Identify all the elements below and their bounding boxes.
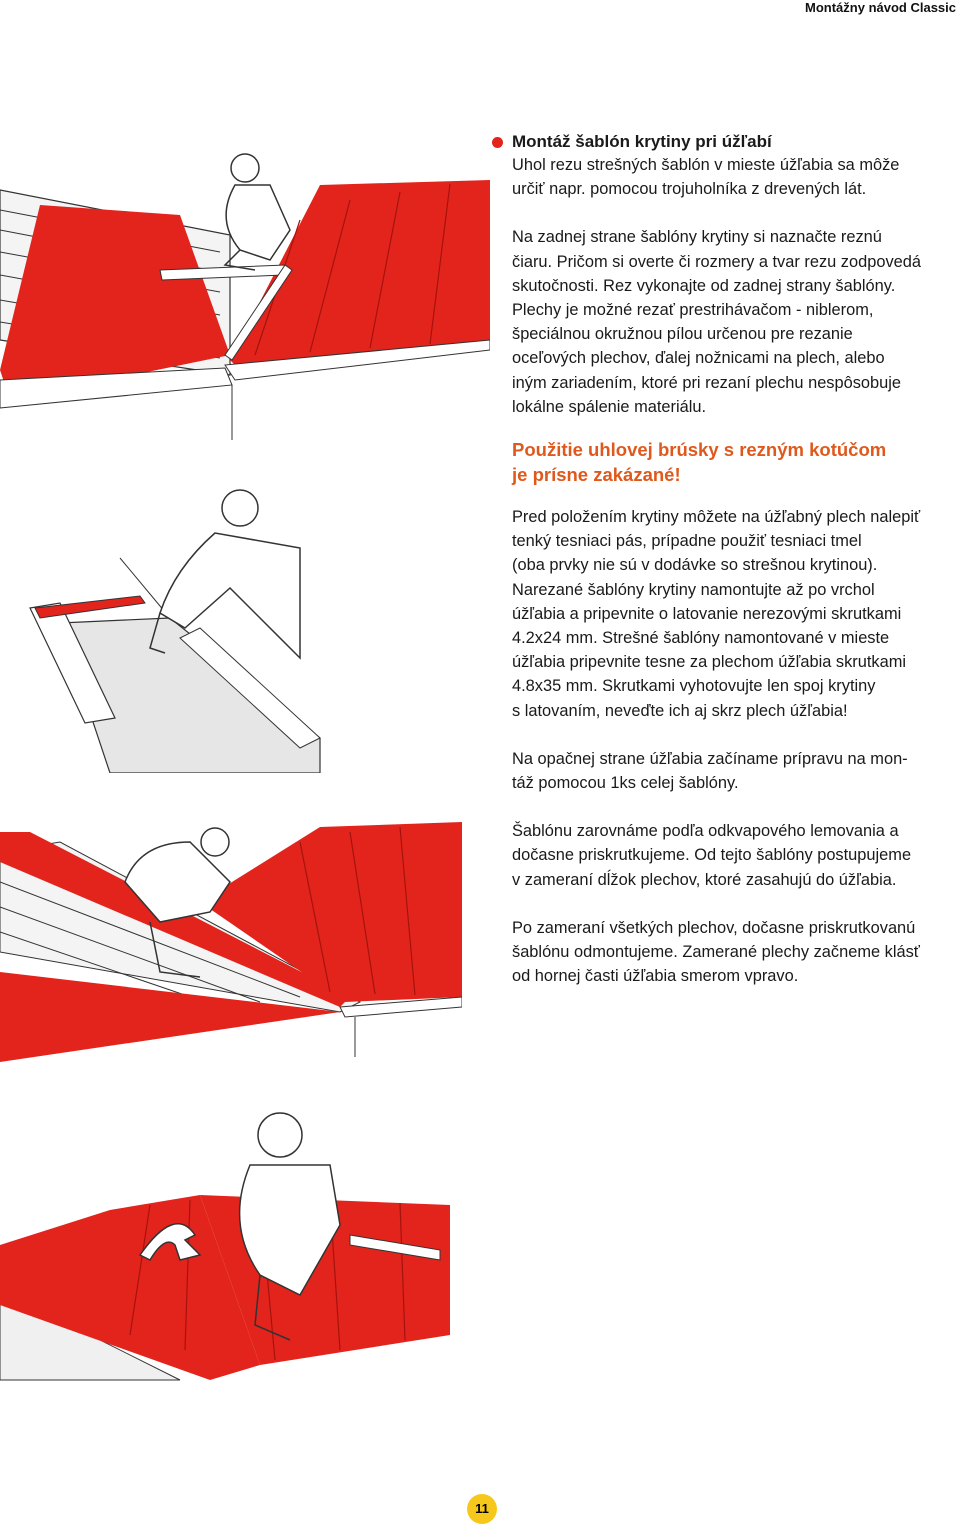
- valley-sealing-illustration: [0, 478, 380, 773]
- paragraph-cut-angle: Uhol rezu strešných šablón v mieste úžľabia sa môže určiť napr. pomocou trojuholníka z drevených lát.: [512, 156, 900, 199]
- bullet-icon: [492, 137, 503, 148]
- paragraph-sealing: Pred položením krytiny môžete na úžľabný plech nalepiť tenký tesniaci pás, prípadne použiť tesniaci tmel (oba prvky nie sú v dodávke so strešnou krytinou). Narezané šablóny krytiny namontujte až po vrchol úžľabia a pripevnite o latovanie nerezovými skrutkami 4.2x24 mm. Strešné šablóny namontované v mieste úžľabia pripevnite tesne za plechom úžľabia skrutkami 4.8x35 mm. Skrutkami vyhotovujte len spoj krytiny s latovaním, neveďte ich aj skrz plech úžľabia!: [512, 508, 921, 720]
- sheet-laying-illustration: [0, 1105, 450, 1385]
- paragraph-laying: Po zameraní všetkých plechov, dočasne priskrutkovanú šablónu odmontujeme. Zamerané plechy začneme klásť od hornej časti úžľabia smerom vpravo.: [512, 918, 920, 986]
- valley-cut-illustration: [0, 140, 490, 450]
- opposite-side-illustration: [0, 822, 462, 1062]
- section-text: [512, 130, 960, 988]
- running-header: Montážny návod Classic: [805, 0, 956, 15]
- paragraph-opposite-side: Na opačnej strane úžľabia začíname prípravu na mon- táž pomocou 1ks celej šablóny.: [512, 749, 908, 793]
- warning-text: Použitie uhlovej brúsky s rezným kotúčom je prísne zakázané!: [512, 439, 887, 486]
- page-number: 11: [467, 1494, 497, 1524]
- section-heading: Montáž šablón krytiny pri úžľabí: [512, 132, 772, 151]
- paragraph-cutting: Na zadnej strane šablóny krytiny si naznačte reznú čiaru. Pričom si overte či rozmery a tvar rezu zodpovedá skutočnosti. Rez vykonajte od zadnej strany šablóny. Plechy je možné rezať prestrihávačom - niblerom, špeciálnou okružnou pílou určenou pre rezanie oceľových plechov, ďalej nožnicami na plech, alebo iným zariadením, ktoré pri rezaní plechu nespôsobuje lokálne spálenie materiálu.: [512, 228, 922, 416]
- paragraph-alignment: Šablónu zarovnáme podľa odkvapového lemovania a dočasne priskrutkujeme. Od tejto šablóny postupujeme v zameraní dĺžok plechov, ktoré zasahujú do úžľabia.: [512, 822, 912, 889]
